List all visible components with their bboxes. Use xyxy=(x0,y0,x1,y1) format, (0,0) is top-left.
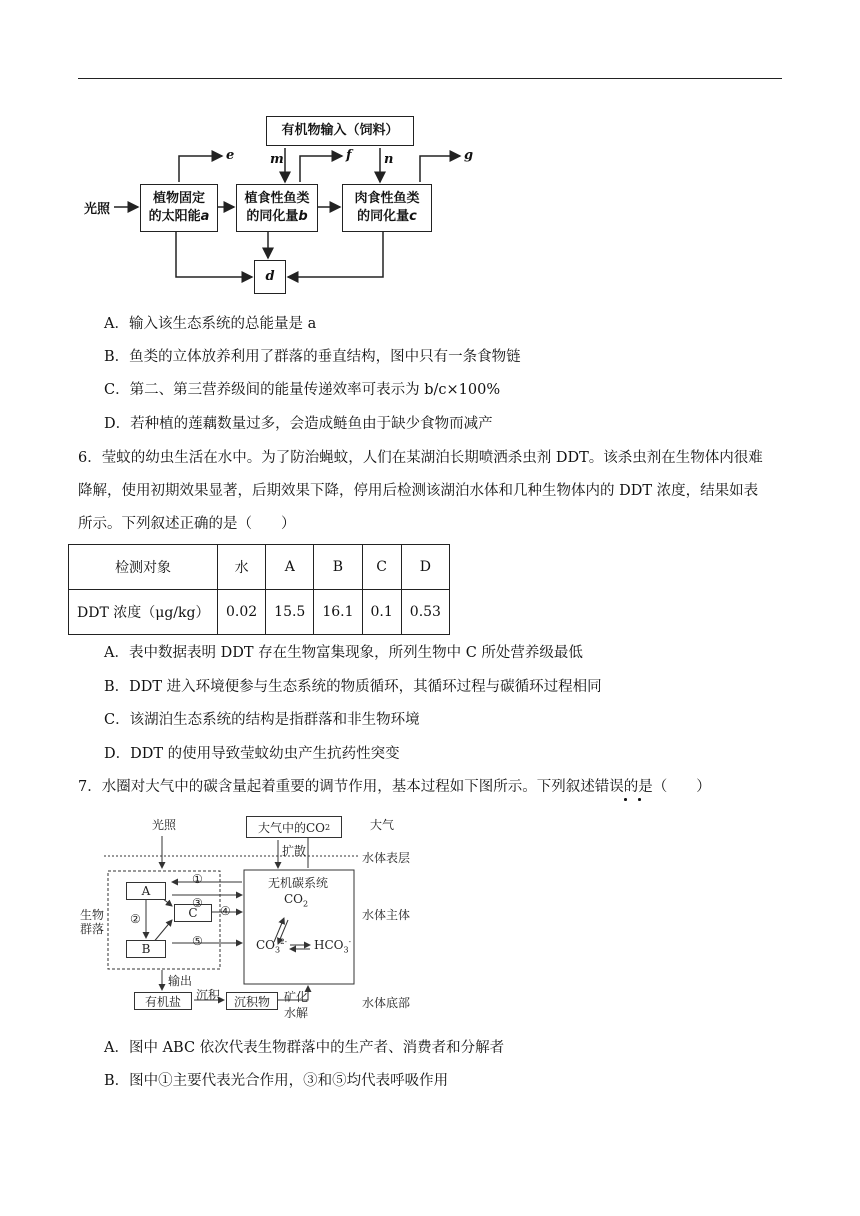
table-cell: DDT 浓度（μg/kg） xyxy=(69,590,218,635)
co3-sup: 2- xyxy=(280,938,287,946)
organic-salt-text: 有机盐 xyxy=(144,994,181,1009)
output-label: 输出 xyxy=(168,974,193,988)
bottom-label: 水体底部 xyxy=(362,996,411,1010)
q7-option-a: A．图中 ABC 依次代表生物群落中的生产者、消费者和分解者 xyxy=(104,1040,505,1056)
plant-box xyxy=(140,184,218,232)
inorganic-carbon-label: 无机碳系统 xyxy=(268,876,329,890)
atmosphere-co2-box xyxy=(246,816,342,838)
hco3-text: HCO xyxy=(314,938,344,952)
plant-box-line1: 植物固定 xyxy=(152,191,205,206)
q6-option-c: C．该湖泊生态系统的结构是指群落和非生物环境 xyxy=(104,712,420,728)
emphasis-dot xyxy=(624,798,627,801)
process-5: ⑤ xyxy=(192,934,203,948)
herbivore-box-line2-text: 的同化量 xyxy=(246,209,299,224)
sediment-text: 沉积物 xyxy=(233,994,270,1009)
light-label-2: 光照 xyxy=(152,818,177,832)
co2-label xyxy=(284,892,308,908)
table-row xyxy=(69,590,450,635)
co2-sub: 2 xyxy=(303,899,309,909)
carnivore-box-var: c xyxy=(409,209,417,224)
q6-option-a: A．表中数据表明 DDT 存在生物富集现象，所列生物中 C 所处营养级最低 xyxy=(104,645,583,661)
node-b xyxy=(126,940,166,958)
table-header-cell: B xyxy=(314,545,362,590)
plant-box-line2-text: 的太阳能 xyxy=(148,209,201,224)
table-cell: 15.5 xyxy=(266,590,314,635)
table-cell: 0.1 xyxy=(362,590,401,635)
table-header-cell: 水 xyxy=(218,545,266,590)
co3-label xyxy=(256,938,287,954)
feed-input-box xyxy=(266,116,414,146)
node-b-text: B xyxy=(141,942,151,956)
emphasis-dot xyxy=(638,798,641,801)
hco3-sup: - xyxy=(348,938,351,946)
q6-stem-line2: 降解，使用初期效果显著，后期效果下降，停用后检测该湖泊水体和几种生物体内的 DDT 浓度，结果如表 xyxy=(78,483,759,499)
q5-option-a: A．输入该生态系统的总能量是 a xyxy=(104,316,317,332)
herbivore-box-var: b xyxy=(298,209,308,224)
q6-stem-line1: 6．莹蚊的幼虫生活在水中。为了防治蝇蚊，人们在某湖泊长期喷洒杀虫剂 DDT。该杀虫剂在生物体内很难 xyxy=(78,450,763,466)
ddt-table xyxy=(68,544,450,635)
co2-text: CO xyxy=(284,892,304,906)
plant-box-line2 xyxy=(149,208,210,226)
energy-flow-diagram xyxy=(78,112,498,302)
feed-input-text: 有机物输入（饲料） xyxy=(281,123,399,138)
label-g: g xyxy=(464,148,474,163)
decomposer-box-text: d xyxy=(265,269,275,284)
co3-text: CO xyxy=(256,938,276,952)
table-header-row xyxy=(69,545,450,590)
carnivore-box-line1: 肉食性鱼类 xyxy=(354,191,420,206)
table-cell: 0.02 xyxy=(218,590,266,635)
organic-salt-box xyxy=(134,992,192,1010)
mineral-label: 矿化 xyxy=(284,990,309,1004)
q7-stem: 7．水圈对大气中的碳含量起着重要的调节作用，基本过程如下图所示。下列叙述错误的是（ ） xyxy=(78,779,711,795)
table-header-cell: C xyxy=(362,545,401,590)
diffuse-label: 扩散 xyxy=(282,844,307,858)
table-header-cell: D xyxy=(401,545,449,590)
table-cell: 16.1 xyxy=(314,590,362,635)
light-label: 光照 xyxy=(84,202,111,217)
q5-option-b: B．鱼类的立体放养利用了群落的垂直结构，图中只有一条食物链 xyxy=(104,349,521,365)
table-cell: 0.53 xyxy=(401,590,449,635)
process-2: ② xyxy=(130,912,141,926)
q5-option-d: D．若种植的莲藕数量过多，会造成鲢鱼由于缺少食物而减产 xyxy=(104,416,493,432)
table-header-cell: A xyxy=(266,545,314,590)
q6-option-d: D．DDT 的使用导致莹蚊幼虫产生抗药性突变 xyxy=(104,746,400,762)
node-a-text: A xyxy=(141,884,151,898)
sediment-process-label: 沉积 xyxy=(196,988,221,1002)
herbivore-box-line1: 植食性鱼类 xyxy=(244,191,310,206)
carnivore-box-line2-text: 的同化量 xyxy=(357,209,410,224)
label-e: e xyxy=(226,148,235,163)
node-c-text: C xyxy=(188,906,198,920)
herbivore-box xyxy=(236,184,318,232)
sediment-box xyxy=(226,992,278,1010)
atmosphere-co2-sub: 2 xyxy=(324,822,331,832)
q5-option-c: C．第二、第三营养级间的能量传递效率可表示为 b/c×100% xyxy=(104,382,501,398)
carbon-cycle-diagram xyxy=(78,812,478,1024)
hco3-sub: 3 xyxy=(343,945,349,955)
surface-label: 水体表层 xyxy=(362,851,411,865)
q7-option-b: B．图中①主要代表光合作用，③和⑤均代表呼吸作用 xyxy=(104,1073,449,1089)
co3-sub: 3 xyxy=(275,945,281,955)
label-m: m xyxy=(270,152,284,167)
community-label-1: 生物 xyxy=(80,908,105,922)
hydrolysis-label: 水解 xyxy=(284,1006,309,1020)
plant-box-var: a xyxy=(200,209,210,224)
decomposer-box xyxy=(254,260,286,294)
node-a xyxy=(126,882,166,900)
atmosphere-label: 大气 xyxy=(370,818,395,832)
header-rule xyxy=(78,78,782,79)
process-1: ① xyxy=(192,872,203,886)
q6-stem-line3: 所示。下列叙述正确的是（ ） xyxy=(78,516,296,532)
carnivore-box-line2 xyxy=(357,208,417,226)
process-4: ④ xyxy=(220,904,231,918)
label-n: n xyxy=(384,152,394,167)
hco3-label xyxy=(314,938,351,954)
atmosphere-co2-text: 大气中的CO xyxy=(257,820,325,835)
process-3: ③ xyxy=(192,896,203,910)
community-label-2: 群落 xyxy=(80,922,105,936)
carnivore-box xyxy=(342,184,432,232)
table-header-cell: 检测对象 xyxy=(69,545,218,590)
body-label: 水体主体 xyxy=(362,908,411,922)
label-f: f xyxy=(346,148,352,163)
herbivore-box-line2 xyxy=(246,208,307,226)
q6-option-b: B．DDT 进入环境便参与生态系统的物质循环，其循环过程与碳循环过程相同 xyxy=(104,679,602,695)
